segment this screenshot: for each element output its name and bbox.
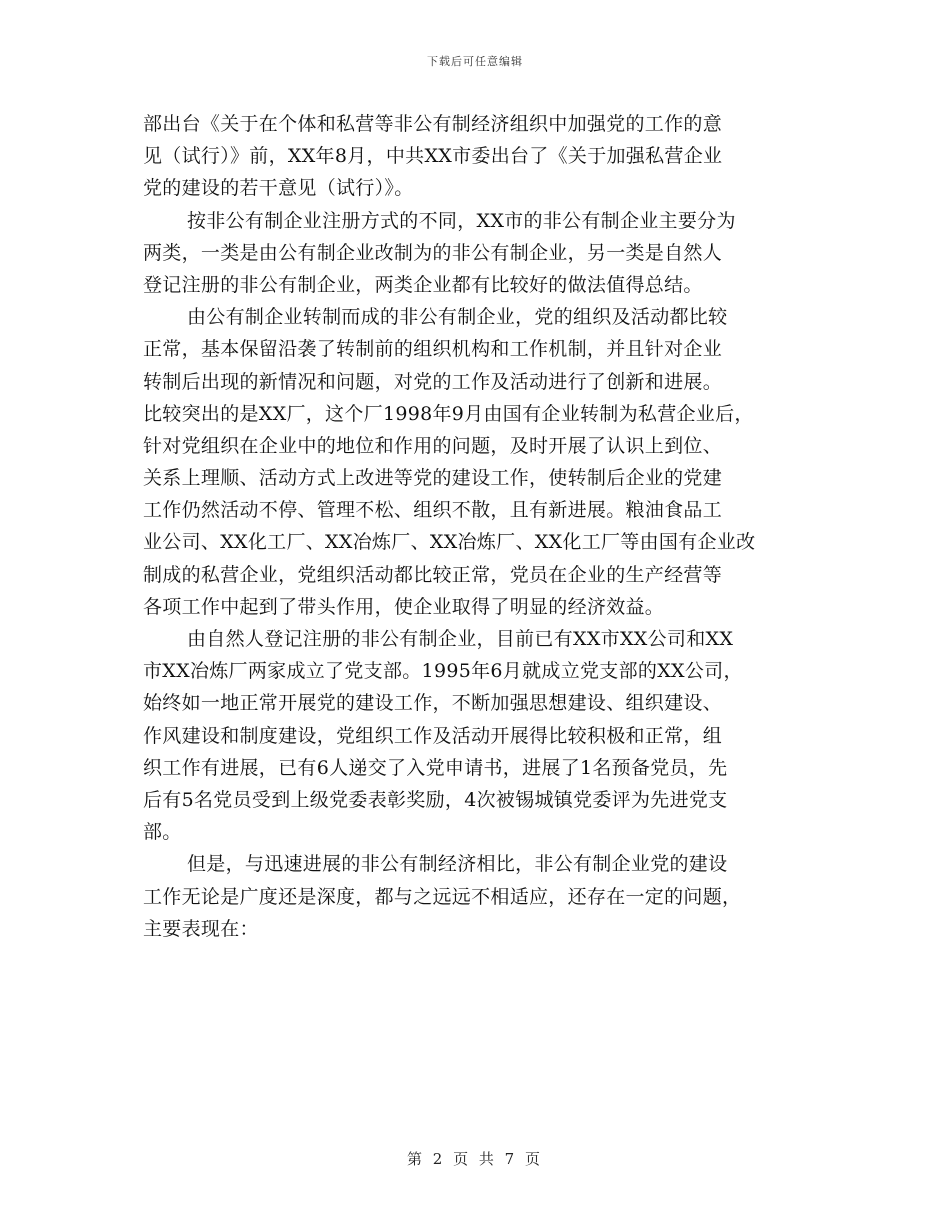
text-line: 关系上理顺、活动方式上改进等党的建设工作，使转制后企业的党建: [143, 467, 723, 490]
text-line: 登记注册的非公有制企业，两类企业都有比较好的做法值得总结。: [143, 273, 703, 296]
text-line: 各项工作中起到了带头作用，使企业取得了明显的经济效益。: [143, 595, 665, 618]
text-line: 作风建设和制度建设，党组织工作及活动开展得比较积极和正常，组: [143, 724, 723, 747]
text-line: 比较突出的是XX厂，这个厂1998年9月由国有企业转制为私营企业后，: [143, 402, 754, 425]
text-line: 正常，基本保留沿袭了转制前的组织机构和工作机制，并且针对企业: [143, 338, 723, 361]
text-line: 由自然人登记注册的非公有制企业，目前已有XX市XX公司和XX: [187, 628, 734, 650]
text-line: 始终如一地正常开展党的建设工作，不断加强思想建设、组织建设、: [143, 692, 723, 715]
text-line: 后有5名党员受到上级党委表彰奖励，4次被锡城镇党委评为先进党支: [143, 788, 728, 811]
page-header: 下载后可任意编辑: [427, 55, 523, 68]
text-line: 由公有制企业转制而成的非公有制企业，党的组织及活动都比较: [187, 306, 728, 329]
text-line: 按非公有制企业注册方式的不同，XX市的非公有制企业主要分为: [187, 209, 736, 232]
text-line: 党的建设的若干意见（试行）》。: [143, 177, 414, 200]
text-line: 转制后出现的新情况和问题，对党的工作及活动进行了创新和进展。: [143, 370, 723, 393]
text-line: 两类，一类是由公有制企业改制为的非公有制企业，另一类是自然人: [143, 241, 723, 264]
text-line: 市XX冶炼厂两家成立了党支部。1995年6月就成立党支部的XX公司，: [143, 660, 743, 683]
text-line: 但是，与迅速进展的非公有制经济相比，非公有制企业党的建设: [187, 853, 728, 876]
document-body: [143, 108, 819, 945]
page-number-footer: 第 2 页 共 7 页: [407, 1150, 543, 1168]
text-line: 针对党组织在企业中的地位和作用的问题，及时开展了认识上到位、: [143, 434, 723, 457]
text-line: 见（试行）》前，XX年8月，中共XX市委出台了《关于加强私营企业: [143, 145, 723, 168]
text-line: 业公司、XX化工厂、XX冶炼厂、XX冶炼厂、XX化工厂等由国有企业改: [143, 531, 756, 554]
text-line: 工作无论是广度还是深度，都与之远远不相适应，还存在一定的问题，: [143, 885, 742, 908]
text-line: 织工作有进展，已有6人递交了入党申请书，进展了1名预备党员，先: [143, 756, 728, 779]
text-line: 制成的私营企业，党组织活动都比较正常，党员在企业的生产经营等: [143, 563, 723, 586]
text-line: 工作仍然活动不停、管理不松、组织不散，且有新进展。粮油食品工: [143, 499, 723, 522]
text-line: 主要表现在：: [143, 917, 259, 940]
text-line: 部。: [143, 821, 182, 844]
text-line: 部出台《关于在个体和私营等非公有制经济组织中加强党的工作的意: [143, 113, 723, 135]
